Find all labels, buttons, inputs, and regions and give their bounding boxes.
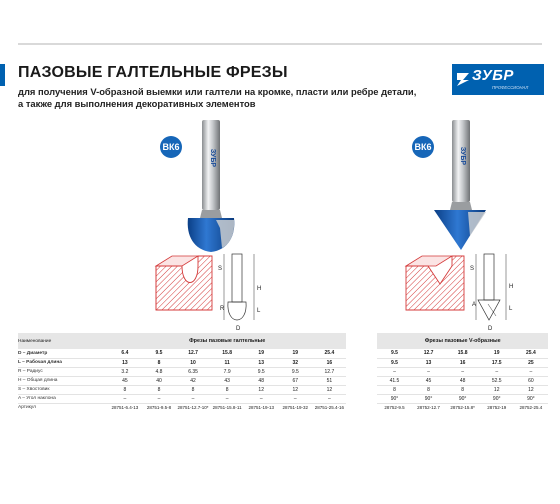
table-cell: – xyxy=(312,394,346,403)
table-cell: 25.4 xyxy=(312,349,346,358)
table-row xyxy=(18,394,548,403)
article-cell: 28752-25.4 xyxy=(519,405,543,411)
table-cell: 9.5 xyxy=(377,349,411,358)
table-cell: 19 xyxy=(480,349,514,358)
accent-bar xyxy=(0,64,5,86)
table-cell: 8 xyxy=(412,385,446,394)
table-cell: 8 xyxy=(142,358,176,367)
table-cell: 41.5 xyxy=(377,376,411,385)
table-cell: 9.5 xyxy=(278,367,312,376)
table-row xyxy=(18,349,548,358)
brand-logo xyxy=(452,64,544,95)
row-label: S – Хвостовик xyxy=(18,385,108,394)
table-cell: – xyxy=(210,394,244,403)
table-cell: 90° xyxy=(446,394,480,403)
table-cell: 16 xyxy=(446,358,480,367)
table-cell: 8 xyxy=(176,385,210,394)
round-groove-diagram xyxy=(150,248,280,334)
table-row xyxy=(18,358,548,367)
table-cell: – xyxy=(446,367,480,376)
table-cell: 25 xyxy=(514,358,548,367)
table-cell: 52.5 xyxy=(480,376,514,385)
table-cell: 12.7 xyxy=(412,349,446,358)
article-cell: 28752-12.7 xyxy=(417,405,440,411)
table-cell: 6.4 xyxy=(108,349,142,358)
label-L: L xyxy=(509,306,513,312)
table-cell: 12.7 xyxy=(312,367,346,376)
table-cell: 8 xyxy=(210,385,244,394)
table-cell: 10 xyxy=(176,358,210,367)
svg-text:ЗУБР: ЗУБР xyxy=(209,148,216,168)
table-cell: 8 xyxy=(446,385,480,394)
table-cell: 12 xyxy=(480,385,514,394)
table-cell: 90° xyxy=(514,394,548,403)
table-cell: – xyxy=(108,394,142,403)
table-cell: 51 xyxy=(312,376,346,385)
table-cell: – xyxy=(278,394,312,403)
table-cell: 8 xyxy=(377,385,411,394)
table-cell: 11 xyxy=(210,358,244,367)
article-cell: 28752-19 xyxy=(487,405,507,411)
table-cell: – xyxy=(244,394,278,403)
table-cell: 90° xyxy=(377,394,411,403)
table-group1-header: Фрезы пазовые галтельные xyxy=(108,333,347,349)
table-cell: 90° xyxy=(480,394,514,403)
article-cell: 28751-19-32 xyxy=(282,405,309,411)
article-cell: 28751-25.4-16 xyxy=(314,405,345,411)
table-cell: 13 xyxy=(412,358,446,367)
table-cell: – xyxy=(377,367,411,376)
table-cell: 67 xyxy=(278,376,312,385)
table-cell: 42 xyxy=(176,376,210,385)
table-cell: 16 xyxy=(312,358,346,367)
material-badge-1: ВК6 xyxy=(160,136,182,158)
label-H: H xyxy=(509,284,514,290)
article-cell: 28751-6.4-13 xyxy=(111,405,139,411)
table-cell: 12 xyxy=(278,385,312,394)
table-row xyxy=(18,367,548,376)
label-R: R xyxy=(220,306,225,312)
table-cell: 45 xyxy=(412,376,446,385)
table-cell: 90° xyxy=(412,394,446,403)
brand-mark-icon xyxy=(456,71,470,87)
article-cell: 28751-15.8-11 xyxy=(212,405,242,411)
table-cell: 43 xyxy=(210,376,244,385)
row-label: R – Радиус xyxy=(18,367,108,376)
label-H: H xyxy=(257,286,262,292)
table-cell: 9.5 xyxy=(142,349,176,358)
table-cell: 12 xyxy=(312,385,346,394)
table-cell: 25.4 xyxy=(514,349,548,358)
article-label: Артикул xyxy=(18,405,36,411)
table-cell: 15.8 xyxy=(210,349,244,358)
brand-name: ЗУБР xyxy=(472,67,514,84)
table-cell: 12 xyxy=(514,385,548,394)
article-cell: 28752-9.5 xyxy=(384,405,405,411)
label-L: L xyxy=(257,308,261,314)
table-cell: – xyxy=(514,367,548,376)
subtitle-line-2: а также для выполнения декоративных элементов xyxy=(18,98,256,109)
table-cell: 32 xyxy=(278,358,312,367)
spec-table-body xyxy=(18,349,548,412)
article-cell: 28751-9.5-8 xyxy=(146,405,172,411)
label-S: S xyxy=(470,266,475,272)
table-cell: 6.35 xyxy=(176,367,210,376)
label-A: A xyxy=(472,302,477,308)
table-cell: 12 xyxy=(244,385,278,394)
table-cell: 60 xyxy=(514,376,548,385)
page-title: ПАЗОВЫЕ ГАЛТЕЛЬНЫЕ ФРЕЗЫ xyxy=(18,64,288,81)
row-label: A – Угол наклона xyxy=(18,394,108,403)
table-cell: 13 xyxy=(244,358,278,367)
table-cell: 4.8 xyxy=(142,367,176,376)
table-cell: 12.7 xyxy=(176,349,210,358)
subtitle-line-1: для получения V-образной выемки или галтели на кромке, пласти или ребре детали, xyxy=(18,86,417,97)
table-cell: 17.5 xyxy=(480,358,514,367)
table-cell: 15.8 xyxy=(446,349,480,358)
table-cell: – xyxy=(142,394,176,403)
table-cell: 45 xyxy=(108,376,142,385)
table-cell: 48 xyxy=(446,376,480,385)
table-cell: 48 xyxy=(244,376,278,385)
table-cell: 40 xyxy=(142,376,176,385)
table-cell: 8 xyxy=(142,385,176,394)
table-cell: 19 xyxy=(278,349,312,358)
table-name-header: Наименование xyxy=(18,333,108,349)
table-cell: 9.5 xyxy=(377,358,411,367)
table-row xyxy=(18,376,548,385)
round-bottom-cutter-image xyxy=(180,118,240,258)
table-cell: 7.9 xyxy=(210,367,244,376)
table-cell: 9.5 xyxy=(244,367,278,376)
table-row xyxy=(18,385,548,394)
table-cell: – xyxy=(176,394,210,403)
table-cell: 8 xyxy=(108,385,142,394)
label-D: D xyxy=(488,326,493,332)
table-cell: 13 xyxy=(108,358,142,367)
article-cell: 28751-19-13 xyxy=(248,405,274,411)
brand-tagline: ПРОФЕССИОНАЛ xyxy=(492,85,529,90)
table-cell: 19 xyxy=(244,349,278,358)
row-label: L – Рабочая длина xyxy=(18,358,108,367)
article-cell: 28751-12.7-10* xyxy=(177,405,209,411)
label-D: D xyxy=(236,326,241,332)
material-badge-2: ВК6 xyxy=(412,136,434,158)
label-S: S xyxy=(218,266,223,272)
v-groove-cutter-image xyxy=(430,118,490,258)
spec-table xyxy=(18,333,548,412)
top-divider xyxy=(18,43,542,45)
row-label: D – Диаметр xyxy=(18,349,108,358)
article-row xyxy=(18,403,548,412)
v-groove-diagram xyxy=(402,248,532,334)
table-cell: – xyxy=(480,367,514,376)
row-label: H – Общая длина xyxy=(18,376,108,385)
table-group2-header: Фрезы пазовые V-образные xyxy=(377,333,548,349)
svg-text:ЗУБР: ЗУБР xyxy=(459,146,466,166)
article-cell: 28752-15.8* xyxy=(450,405,475,411)
table-cell: 3.2 xyxy=(108,367,142,376)
table-cell: – xyxy=(412,367,446,376)
